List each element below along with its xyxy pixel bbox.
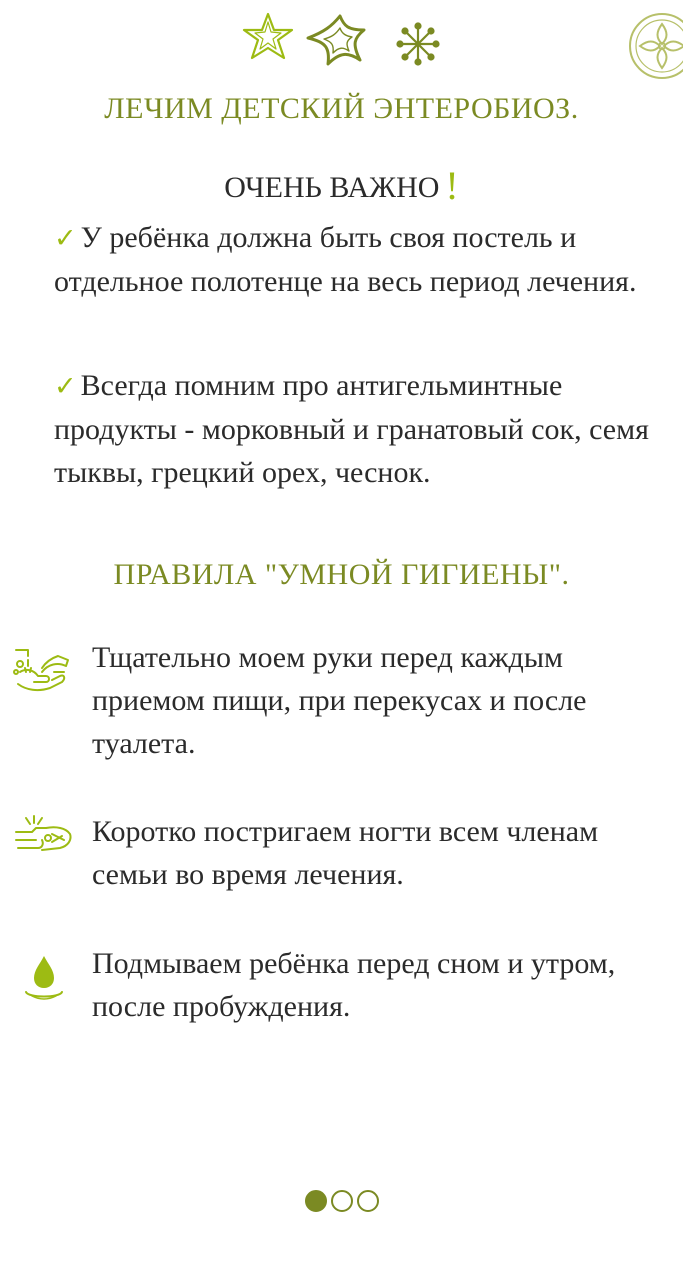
page-dot-2[interactable] xyxy=(331,1190,353,1212)
important-heading xyxy=(0,162,683,209)
page-dot-1[interactable] xyxy=(305,1190,327,1212)
important-item xyxy=(54,216,674,303)
important-item-text: У ребёнка должна быть своя постель и отдельное полотенце на весь период лечения. xyxy=(54,221,637,298)
hand-washing-icon xyxy=(12,642,72,698)
exclamation-mark: ! xyxy=(445,163,459,208)
carousel-pagination xyxy=(0,1190,683,1212)
water-drop-icon xyxy=(12,950,72,1006)
checkmark-icon: ✓ xyxy=(54,223,77,254)
checkmark-icon: ✓ xyxy=(54,371,77,402)
rules-title: ПРАВИЛА "УМНОЙ ГИГИЕНЫ". xyxy=(113,558,570,591)
rule-text: Подмываем ребёнка перед сном и утром, после пробуждения. xyxy=(92,947,616,1023)
important-label: ОЧЕНЬ ВАЖНО xyxy=(224,171,440,204)
nail-clipper-icon xyxy=(12,812,72,868)
important-item xyxy=(54,364,674,494)
ornament-circle-logo-icon xyxy=(626,10,683,82)
page-title: ЛЕЧИМ ДЕТСКИЙ ЭНТЕРОБИОЗ. xyxy=(104,92,579,125)
rule-text: Тщательно моем руки перед каждым приемом пищи, при перекусах и после туалета. xyxy=(92,641,587,760)
important-item-text: Всегда помним про антигельминтные продукты - морковный и гранатовый сок, семя тыквы, грецкий орех, чеснок. xyxy=(54,369,649,489)
page-dot-3[interactable] xyxy=(357,1190,379,1212)
rule-text: Коротко постригаем ногти всем членам семьи во время лечения. xyxy=(92,815,599,891)
stars-snowflake-icon xyxy=(240,8,450,82)
